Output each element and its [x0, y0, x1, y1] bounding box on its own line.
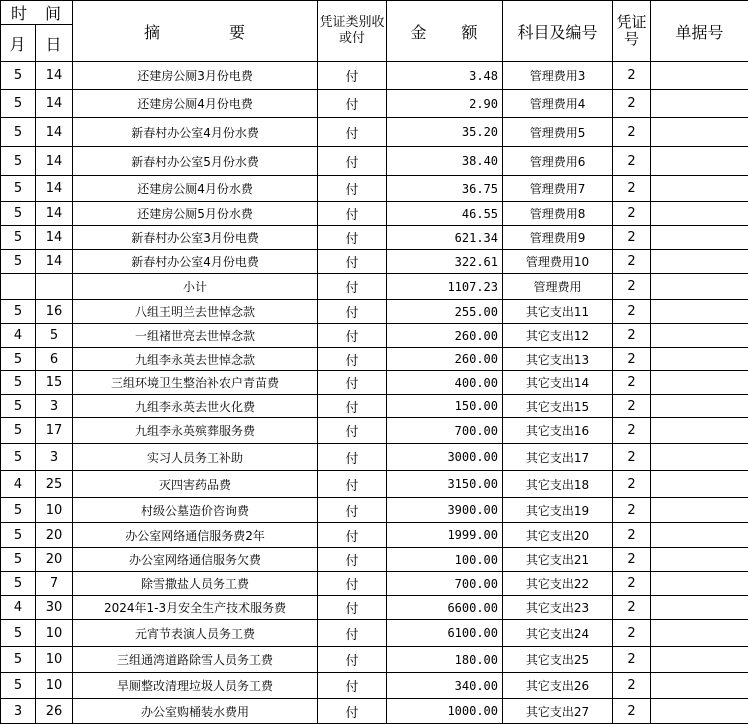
- cell-day[interactable]: 6: [36, 348, 73, 371]
- cell-summary[interactable]: 还建房公厕3月份电费: [73, 62, 318, 90]
- cell-type[interactable]: 付: [318, 444, 387, 471]
- cell-receipt[interactable]: [651, 699, 748, 724]
- cell-account[interactable]: 管理费用3: [503, 62, 613, 90]
- header-voucher-type: 凭证类别收或付: [318, 1, 387, 62]
- cell-receipt[interactable]: [651, 226, 748, 250]
- cell-account[interactable]: 其它支出12: [503, 324, 613, 348]
- cell-receipt[interactable]: [651, 176, 748, 202]
- cell-type[interactable]: 付: [318, 471, 387, 498]
- cell-day[interactable]: 14: [36, 202, 73, 226]
- cell-receipt[interactable]: [651, 371, 748, 395]
- table-row: [1, 147, 748, 176]
- cell-account[interactable]: 其它支出11: [503, 300, 613, 324]
- cell-summary[interactable]: 村级公墓造价咨询费: [73, 498, 318, 523]
- cell-account[interactable]: 管理费用8: [503, 202, 613, 226]
- cell-day[interactable]: 10: [36, 498, 73, 523]
- cell-day[interactable]: 26: [36, 699, 73, 724]
- cell-summary[interactable]: 办公室网络通信服务欠费: [73, 548, 318, 572]
- cell-receipt[interactable]: [651, 274, 748, 300]
- table-row: [1, 62, 748, 90]
- cell-amount[interactable]: 100.00: [387, 548, 503, 572]
- cell-type[interactable]: 付: [318, 250, 387, 274]
- cell-day[interactable]: 16: [36, 300, 73, 324]
- cell-account[interactable]: 管理费用6: [503, 147, 613, 176]
- cell-amount[interactable]: 260.00: [387, 324, 503, 348]
- cell-voucher[interactable]: 2: [613, 324, 651, 348]
- cell-account[interactable]: 其它支出15: [503, 395, 613, 418]
- cell-type[interactable]: 付: [318, 523, 387, 548]
- header-day: 日: [36, 25, 73, 62]
- cell-amount[interactable]: 180.00: [387, 647, 503, 673]
- cell-amount[interactable]: 150.00: [387, 395, 503, 418]
- cell-month[interactable]: 5: [1, 673, 36, 699]
- cell-day[interactable]: 20: [36, 548, 73, 572]
- cell-amount[interactable]: 1999.00: [387, 523, 503, 548]
- cell-account[interactable]: 其它支出17: [503, 444, 613, 471]
- cell-month[interactable]: 5: [1, 395, 36, 418]
- cell-account[interactable]: 其它支出21: [503, 548, 613, 572]
- cell-summary[interactable]: 还建房公厕5月份水费: [73, 202, 318, 226]
- table-row: [1, 699, 748, 724]
- cell-voucher[interactable]: 2: [613, 647, 651, 673]
- header-account: 科目及编号: [503, 1, 613, 62]
- cell-receipt[interactable]: [651, 324, 748, 348]
- cell-type[interactable]: 付: [318, 647, 387, 673]
- cell-account[interactable]: 其它支出14: [503, 371, 613, 395]
- cell-amount[interactable]: 1000.00: [387, 699, 503, 724]
- table-row: [1, 498, 748, 523]
- cell-month[interactable]: 5: [1, 176, 36, 202]
- cell-day[interactable]: 14: [36, 226, 73, 250]
- cell-receipt[interactable]: [651, 548, 748, 572]
- cell-summary[interactable]: 旱厕整改清理垃圾人员务工费: [73, 673, 318, 699]
- cell-receipt[interactable]: [651, 673, 748, 699]
- cell-voucher[interactable]: 2: [613, 202, 651, 226]
- cell-account[interactable]: 管理费用5: [503, 118, 613, 147]
- cell-summary[interactable]: 还建房公厕4月份水费: [73, 176, 318, 202]
- cell-receipt[interactable]: [651, 596, 748, 620]
- table-row: [1, 471, 748, 498]
- cell-receipt[interactable]: [651, 471, 748, 498]
- cell-amount[interactable]: 2.90: [387, 90, 503, 118]
- table-row: [1, 202, 748, 226]
- cell-type[interactable]: 付: [318, 620, 387, 647]
- cell-summary[interactable]: 办公室网络通信服务费2年: [73, 523, 318, 548]
- cell-voucher[interactable]: 2: [613, 673, 651, 699]
- cell-day[interactable]: 30: [36, 596, 73, 620]
- cell-account[interactable]: 其它支出23: [503, 596, 613, 620]
- cell-summary[interactable]: 灭四害药品费: [73, 471, 318, 498]
- cell-summary[interactable]: 除雪撒盐人员务工费: [73, 572, 318, 596]
- cell-month[interactable]: 5: [1, 620, 36, 647]
- cell-day[interactable]: 14: [36, 147, 73, 176]
- cell-summary[interactable]: 八组王明兰去世悼念款: [73, 300, 318, 324]
- table-row: [1, 348, 748, 371]
- cell-voucher[interactable]: 2: [613, 498, 651, 523]
- cell-voucher[interactable]: 2: [613, 471, 651, 498]
- cell-receipt[interactable]: [651, 620, 748, 647]
- cell-month[interactable]: 4: [1, 471, 36, 498]
- cell-receipt[interactable]: [651, 444, 748, 471]
- cell-month[interactable]: 4: [1, 596, 36, 620]
- cell-voucher[interactable]: 2: [613, 620, 651, 647]
- cell-month[interactable]: [1, 274, 36, 300]
- cell-type[interactable]: 付: [318, 673, 387, 699]
- cell-summary[interactable]: 小计: [73, 274, 318, 300]
- cell-type[interactable]: 付: [318, 395, 387, 418]
- cell-voucher[interactable]: 2: [613, 523, 651, 548]
- cell-type[interactable]: 付: [318, 498, 387, 523]
- cell-amount[interactable]: 621.34: [387, 226, 503, 250]
- cell-amount[interactable]: 700.00: [387, 572, 503, 596]
- cell-voucher[interactable]: 2: [613, 90, 651, 118]
- cell-receipt[interactable]: [651, 395, 748, 418]
- cell-receipt[interactable]: [651, 647, 748, 673]
- table-row: [1, 647, 748, 673]
- cell-receipt[interactable]: [651, 300, 748, 324]
- cell-receipt[interactable]: [651, 418, 748, 444]
- cell-account[interactable]: 其它支出19: [503, 498, 613, 523]
- cell-amount[interactable]: 36.75: [387, 176, 503, 202]
- cell-month[interactable]: 5: [1, 90, 36, 118]
- cell-account[interactable]: 其它支出26: [503, 673, 613, 699]
- cell-amount[interactable]: 38.40: [387, 147, 503, 176]
- cell-month[interactable]: 5: [1, 371, 36, 395]
- table-row: [1, 300, 748, 324]
- cell-amount[interactable]: 1107.23: [387, 274, 503, 300]
- cell-voucher[interactable]: 2: [613, 147, 651, 176]
- cell-amount[interactable]: 6600.00: [387, 596, 503, 620]
- cell-day[interactable]: 14: [36, 62, 73, 90]
- cell-amount[interactable]: 340.00: [387, 673, 503, 699]
- cell-account[interactable]: 管理费用: [503, 274, 613, 300]
- header-summary: 摘 要: [73, 1, 318, 62]
- cell-month[interactable]: 5: [1, 226, 36, 250]
- cell-account[interactable]: 管理费用10: [503, 250, 613, 274]
- cell-receipt[interactable]: [651, 523, 748, 548]
- cell-voucher[interactable]: 2: [613, 176, 651, 202]
- cell-summary[interactable]: 三组通湾道路除雪人员务工费: [73, 647, 318, 673]
- cell-day[interactable]: 14: [36, 176, 73, 202]
- cell-type[interactable]: 付: [318, 118, 387, 147]
- cell-voucher[interactable]: 2: [613, 596, 651, 620]
- cell-receipt[interactable]: [651, 62, 748, 90]
- cell-summary[interactable]: 元宵节表演人员务工费: [73, 620, 318, 647]
- cell-type[interactable]: 付: [318, 90, 387, 118]
- cell-type[interactable]: 付: [318, 202, 387, 226]
- table-row: [1, 250, 748, 274]
- table-row: [1, 548, 748, 572]
- cell-month[interactable]: 5: [1, 202, 36, 226]
- cell-account[interactable]: 其它支出22: [503, 572, 613, 596]
- cell-voucher[interactable]: 2: [613, 250, 651, 274]
- cell-receipt[interactable]: [651, 147, 748, 176]
- cell-receipt[interactable]: [651, 202, 748, 226]
- cell-amount[interactable]: 3000.00: [387, 444, 503, 471]
- cell-voucher[interactable]: 2: [613, 348, 651, 371]
- cell-day[interactable]: 15: [36, 371, 73, 395]
- cell-account[interactable]: 管理费用4: [503, 90, 613, 118]
- cell-receipt[interactable]: [651, 498, 748, 523]
- cell-voucher[interactable]: 2: [613, 395, 651, 418]
- cell-type[interactable]: 付: [318, 418, 387, 444]
- cell-day[interactable]: 14: [36, 90, 73, 118]
- cell-type[interactable]: 付: [318, 596, 387, 620]
- cell-amount[interactable]: 260.00: [387, 348, 503, 371]
- cell-type[interactable]: 付: [318, 348, 387, 371]
- cell-account[interactable]: 其它支出13: [503, 348, 613, 371]
- cell-account[interactable]: 其它支出18: [503, 471, 613, 498]
- cell-account[interactable]: 其它支出24: [503, 620, 613, 647]
- cell-amount[interactable]: 35.20: [387, 118, 503, 147]
- cell-amount[interactable]: 400.00: [387, 371, 503, 395]
- cell-account[interactable]: 其它支出20: [503, 523, 613, 548]
- table-row: [1, 572, 748, 596]
- cell-summary[interactable]: 九组李永英去世火化费: [73, 395, 318, 418]
- cell-day[interactable]: 14: [36, 250, 73, 274]
- cell-receipt[interactable]: [651, 118, 748, 147]
- cell-account[interactable]: 其它支出27: [503, 699, 613, 724]
- cell-month[interactable]: 5: [1, 418, 36, 444]
- table-row: [1, 176, 748, 202]
- cell-month[interactable]: 5: [1, 647, 36, 673]
- cell-receipt[interactable]: [651, 572, 748, 596]
- cell-voucher[interactable]: 2: [613, 300, 651, 324]
- cell-month[interactable]: 5: [1, 523, 36, 548]
- cell-month[interactable]: 5: [1, 572, 36, 596]
- cell-day[interactable]: 5: [36, 324, 73, 348]
- cell-month[interactable]: 5: [1, 118, 36, 147]
- header-voucher-no: 凭证号: [613, 1, 651, 62]
- table-row: [1, 90, 748, 118]
- cell-amount[interactable]: 255.00: [387, 300, 503, 324]
- cell-day[interactable]: 25: [36, 471, 73, 498]
- cell-summary[interactable]: 九组李永英去世悼念款: [73, 348, 318, 371]
- header-amount: 金 额: [387, 1, 503, 62]
- ledger-body: [1, 62, 748, 724]
- cell-voucher[interactable]: 2: [613, 274, 651, 300]
- header-receipt-no: 单据号: [651, 1, 748, 62]
- table-row: [1, 620, 748, 647]
- cell-type[interactable]: 付: [318, 548, 387, 572]
- table-row: [1, 274, 748, 300]
- cell-voucher[interactable]: 2: [613, 699, 651, 724]
- cell-month[interactable]: 5: [1, 62, 36, 90]
- cell-type[interactable]: 付: [318, 371, 387, 395]
- cell-account[interactable]: 管理费用9: [503, 226, 613, 250]
- cell-receipt[interactable]: [651, 250, 748, 274]
- table-row: [1, 596, 748, 620]
- cell-voucher[interactable]: 2: [613, 118, 651, 147]
- table-row: [1, 444, 748, 471]
- cell-summary[interactable]: 还建房公厕4月份电费: [73, 90, 318, 118]
- cell-day[interactable]: 10: [36, 620, 73, 647]
- cell-day[interactable]: 20: [36, 523, 73, 548]
- cell-voucher[interactable]: 2: [613, 371, 651, 395]
- cell-month[interactable]: 5: [1, 498, 36, 523]
- cell-month[interactable]: 5: [1, 444, 36, 471]
- cell-type[interactable]: 付: [318, 324, 387, 348]
- cell-day[interactable]: [36, 274, 73, 300]
- cell-amount[interactable]: 3.48: [387, 62, 503, 90]
- cell-receipt[interactable]: [651, 348, 748, 371]
- cell-day[interactable]: 10: [36, 673, 73, 699]
- cell-day[interactable]: 17: [36, 418, 73, 444]
- table-row: [1, 673, 748, 699]
- table-row: [1, 118, 748, 147]
- cell-month[interactable]: 5: [1, 300, 36, 324]
- table-row: [1, 523, 748, 548]
- table-row: [1, 418, 748, 444]
- cell-day[interactable]: 3: [36, 444, 73, 471]
- table-row: [1, 395, 748, 418]
- cell-amount[interactable]: 322.61: [387, 250, 503, 274]
- cell-summary[interactable]: 九组李永英殡葬服务费: [73, 418, 318, 444]
- table-row: [1, 324, 748, 348]
- cell-month[interactable]: 5: [1, 348, 36, 371]
- cell-amount[interactable]: 3150.00: [387, 471, 503, 498]
- cell-summary[interactable]: 一组褚世亮去世悼念款: [73, 324, 318, 348]
- cell-month[interactable]: 5: [1, 548, 36, 572]
- cell-account[interactable]: 管理费用7: [503, 176, 613, 202]
- cell-voucher[interactable]: 2: [613, 418, 651, 444]
- cell-voucher[interactable]: 2: [613, 548, 651, 572]
- cell-voucher[interactable]: 2: [613, 444, 651, 471]
- cell-summary[interactable]: 新春村办公室4月份水费: [73, 118, 318, 147]
- table-row: [1, 226, 748, 250]
- header-time: 时 间: [1, 1, 73, 25]
- cell-type[interactable]: 付: [318, 572, 387, 596]
- cell-summary[interactable]: 新春村办公室3月份电费: [73, 226, 318, 250]
- cell-receipt[interactable]: [651, 90, 748, 118]
- cell-amount[interactable]: 3900.00: [387, 498, 503, 523]
- cell-amount[interactable]: 700.00: [387, 418, 503, 444]
- cell-summary[interactable]: 新春村办公室5月份水费: [73, 147, 318, 176]
- header-month: 月: [1, 25, 36, 62]
- cell-day[interactable]: 7: [36, 572, 73, 596]
- cell-summary[interactable]: 办公室购桶装水费用: [73, 699, 318, 724]
- cell-account[interactable]: 其它支出16: [503, 418, 613, 444]
- cell-day[interactable]: 14: [36, 118, 73, 147]
- cell-amount[interactable]: 46.55: [387, 202, 503, 226]
- cell-day[interactable]: 3: [36, 395, 73, 418]
- cell-month[interactable]: 5: [1, 250, 36, 274]
- cell-type[interactable]: 付: [318, 300, 387, 324]
- cell-type[interactable]: 付: [318, 147, 387, 176]
- cell-type[interactable]: 付: [318, 699, 387, 724]
- table-row: [1, 371, 748, 395]
- cell-voucher[interactable]: 2: [613, 62, 651, 90]
- cell-summary[interactable]: 2024年1-3月安全生产技术服务费: [73, 596, 318, 620]
- cell-summary[interactable]: 实习人员务工补助: [73, 444, 318, 471]
- cell-day[interactable]: 10: [36, 647, 73, 673]
- cell-voucher[interactable]: 2: [613, 226, 651, 250]
- cell-type[interactable]: 付: [318, 226, 387, 250]
- cell-voucher[interactable]: 2: [613, 572, 651, 596]
- cell-amount[interactable]: 6100.00: [387, 620, 503, 647]
- cell-month[interactable]: 3: [1, 699, 36, 724]
- cell-type[interactable]: 付: [318, 62, 387, 90]
- cell-account[interactable]: 其它支出25: [503, 647, 613, 673]
- cell-type[interactable]: 付: [318, 274, 387, 300]
- cell-summary[interactable]: 三组环境卫生整治补农户青苗费: [73, 371, 318, 395]
- cell-month[interactable]: 5: [1, 147, 36, 176]
- cell-summary[interactable]: 新春村办公室4月份电费: [73, 250, 318, 274]
- cell-month[interactable]: 4: [1, 324, 36, 348]
- cell-type[interactable]: 付: [318, 176, 387, 202]
